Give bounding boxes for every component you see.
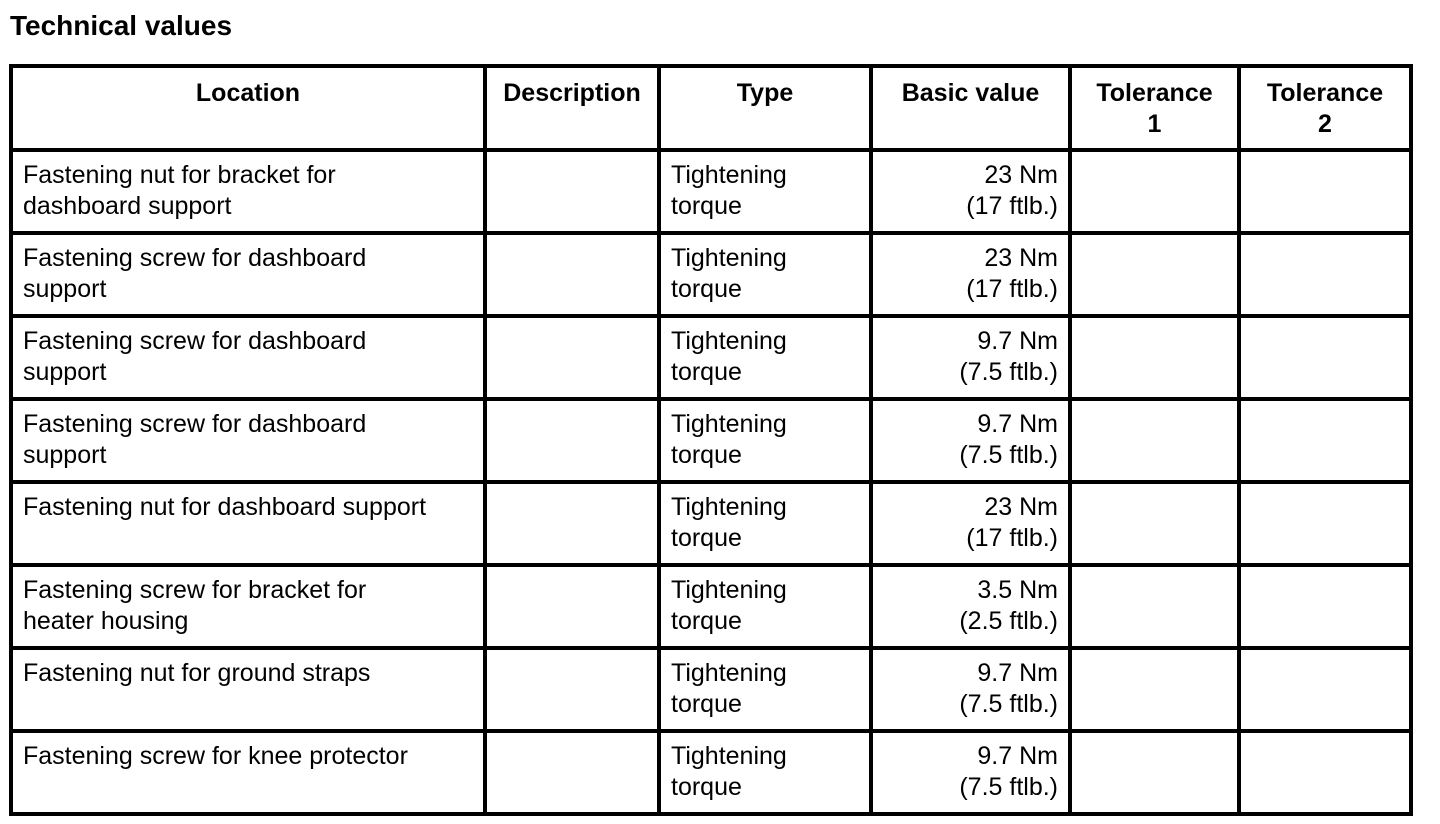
type-cell <box>659 233 871 316</box>
type-text: Tightening <box>671 244 787 272</box>
location-text: support <box>23 441 107 469</box>
table-row <box>11 648 1411 731</box>
description-cell <box>485 399 659 482</box>
type-text: torque <box>671 690 742 718</box>
location-cell <box>11 482 485 565</box>
header-tolerance-2 <box>1239 66 1411 150</box>
type-text: torque <box>671 358 742 386</box>
table-row <box>11 316 1411 399</box>
description-cell <box>485 565 659 648</box>
table-row <box>11 399 1411 482</box>
description-cell <box>485 482 659 565</box>
tolerance2-cell <box>1239 316 1411 399</box>
basic-value-text: 3.5 Nm <box>977 576 1058 604</box>
tolerance2-cell <box>1239 565 1411 648</box>
tolerance1-cell <box>1070 233 1239 316</box>
table-row <box>11 233 1411 316</box>
basic-value-text: (17 ftlb.) <box>966 275 1058 303</box>
basic-value-text: 9.7 Nm <box>977 327 1058 355</box>
header-tolerance-2-line: Tolerance <box>1266 79 1384 107</box>
basic-value-cell <box>871 731 1070 814</box>
table-body <box>11 150 1411 814</box>
type-text: Tightening <box>671 161 787 189</box>
basic-value-text: 23 Nm <box>984 493 1058 521</box>
basic-value-text: (2.5 ftlb.) <box>959 607 1058 635</box>
header-location: Location <box>11 66 485 150</box>
description-cell <box>485 648 659 731</box>
type-cell <box>659 648 871 731</box>
type-text: torque <box>671 524 742 552</box>
location-cell <box>11 399 485 482</box>
tolerance1-cell <box>1070 565 1239 648</box>
tolerance2-cell <box>1239 482 1411 565</box>
type-cell <box>659 316 871 399</box>
table-row <box>11 482 1411 565</box>
type-text: torque <box>671 275 742 303</box>
basic-value-text: 9.7 Nm <box>977 410 1058 438</box>
basic-value-text: 23 Nm <box>984 161 1058 189</box>
location-text: Fastening screw for bracket for <box>23 576 367 604</box>
location-text: support <box>23 275 107 303</box>
header-tolerance-1-line: 1 <box>1147 110 1162 138</box>
tolerance2-cell <box>1239 150 1411 233</box>
description-cell <box>485 233 659 316</box>
header-tolerance-2-line: 2 <box>1318 110 1332 138</box>
location-cell <box>11 565 485 648</box>
description-cell <box>485 316 659 399</box>
type-text: Tightening <box>671 659 787 687</box>
header-basic-value: Basic value <box>871 66 1070 150</box>
basic-value-text: 9.7 Nm <box>977 659 1058 687</box>
basic-value-cell <box>871 482 1070 565</box>
description-cell <box>485 150 659 233</box>
tolerance1-cell <box>1070 399 1239 482</box>
type-text: Tightening <box>671 576 787 604</box>
basic-value-cell <box>871 648 1070 731</box>
type-text: torque <box>671 607 742 635</box>
location-text: Fastening nut for dashboard support <box>23 493 427 521</box>
location-cell <box>11 233 485 316</box>
tolerance1-cell <box>1070 731 1239 814</box>
location-cell <box>11 648 485 731</box>
tolerance1-cell <box>1070 648 1239 731</box>
basic-value-text: 9.7 Nm <box>977 742 1058 770</box>
tolerance1-cell <box>1070 482 1239 565</box>
location-text: dashboard support <box>23 192 232 220</box>
basic-value-cell <box>871 399 1070 482</box>
basic-value-text: (7.5 ftlb.) <box>959 690 1058 718</box>
basic-value-cell <box>871 565 1070 648</box>
basic-value-text: (17 ftlb.) <box>966 192 1058 220</box>
header-tolerance-1-line: Tolerance <box>1096 79 1213 107</box>
tolerance2-cell <box>1239 648 1411 731</box>
technical-values-table <box>9 64 1413 816</box>
location-text: Fastening screw for knee protector <box>23 742 408 770</box>
basic-value-text: (7.5 ftlb.) <box>959 773 1058 801</box>
type-cell <box>659 565 871 648</box>
table-row <box>11 565 1411 648</box>
location-cell <box>11 316 485 399</box>
table-row <box>11 731 1411 814</box>
location-text: heater housing <box>23 607 189 635</box>
tolerance1-cell <box>1070 316 1239 399</box>
type-cell <box>659 150 871 233</box>
type-text: torque <box>671 441 742 469</box>
description-cell <box>485 731 659 814</box>
tolerance2-cell <box>1239 731 1411 814</box>
basic-value-text: (7.5 ftlb.) <box>959 358 1058 386</box>
type-text: Tightening <box>671 742 787 770</box>
type-text: torque <box>671 773 742 801</box>
location-text: Fastening nut for bracket for <box>23 161 336 189</box>
basic-value-cell <box>871 233 1070 316</box>
table-row <box>11 150 1411 233</box>
location-text: Fastening screw for dashboard <box>23 327 367 355</box>
basic-value-text: (7.5 ftlb.) <box>959 441 1058 469</box>
tolerance2-cell <box>1239 233 1411 316</box>
type-cell <box>659 482 871 565</box>
location-cell <box>11 150 485 233</box>
header-row <box>11 66 1411 150</box>
location-cell <box>11 731 485 814</box>
basic-value-cell <box>871 316 1070 399</box>
header-type: Type <box>659 66 871 150</box>
header-description: Description <box>485 66 659 150</box>
basic-value-cell <box>871 150 1070 233</box>
location-text: Fastening screw for dashboard <box>23 410 367 438</box>
location-text: support <box>23 358 107 386</box>
type-cell <box>659 731 871 814</box>
basic-value-text: 23 Nm <box>984 244 1058 272</box>
header-tolerance-1 <box>1070 66 1239 150</box>
location-text: Fastening nut for ground straps <box>23 659 371 687</box>
type-text: Tightening <box>671 327 787 355</box>
type-text: Tightening <box>671 410 787 438</box>
type-cell <box>659 399 871 482</box>
tolerance1-cell <box>1070 150 1239 233</box>
type-text: torque <box>671 192 742 220</box>
tolerance2-cell <box>1239 399 1411 482</box>
basic-value-text: (17 ftlb.) <box>966 524 1058 552</box>
location-text: Fastening screw for dashboard <box>23 244 367 272</box>
page-title: Technical values <box>10 10 233 41</box>
type-text: Tightening <box>671 493 787 521</box>
table-header <box>11 66 1411 150</box>
